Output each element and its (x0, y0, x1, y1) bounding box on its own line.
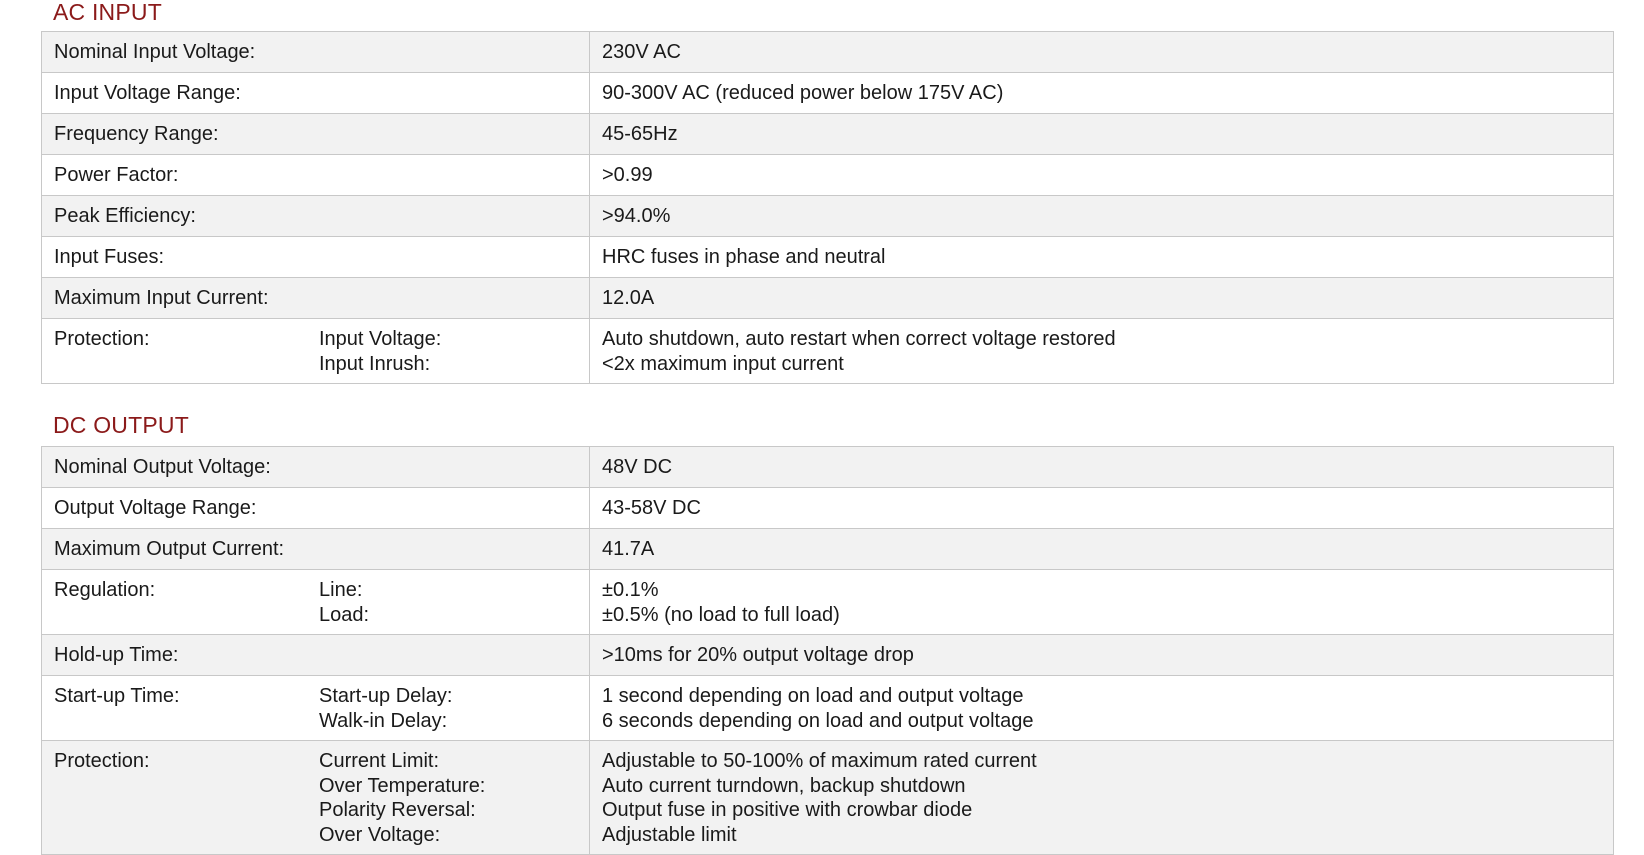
table-row (42, 73, 1614, 114)
spec-label: Peak Efficiency: (54, 205, 196, 227)
spec-value: 90-300V AC (reduced power below 175V AC) (602, 82, 1004, 104)
spec-sublabel: Walk-in Delay: (319, 709, 448, 732)
table-row-protection (42, 741, 1614, 855)
spec-value: 48V DC (602, 456, 673, 478)
table-row-protection (42, 319, 1614, 384)
spec-value: HRC fuses in phase and neutral (602, 246, 886, 268)
table-row (42, 155, 1614, 196)
spec-value: Adjustable to 50-100% of maximum rated current (602, 750, 1037, 772)
table-row-regulation (42, 570, 1614, 635)
ac-input-table (41, 31, 1614, 384)
spec-value: Output fuse in positive with crowbar diode (602, 799, 973, 821)
spec-label: Protection: (54, 750, 150, 772)
spec-sublabel: Line: (319, 579, 363, 601)
table-row (42, 32, 1614, 73)
spec-label: Frequency Range: (54, 123, 219, 145)
spec-value: 45-65Hz (602, 123, 678, 145)
spec-value: Auto current turndown, backup shutdown (602, 774, 966, 797)
spec-label: Nominal Output Voltage: (54, 456, 271, 478)
spec-label: Maximum Output Current: (54, 538, 285, 560)
spec-value: >94.0% (602, 205, 671, 227)
spec-value: >0.99 (602, 164, 653, 186)
spec-label: Start-up Time: (54, 685, 180, 707)
spec-sublabel: Start-up Delay: (319, 685, 453, 707)
spec-label: Nominal Input Voltage: (54, 41, 256, 63)
dc-output-table (41, 446, 1614, 855)
table-row (42, 635, 1614, 676)
table-row (42, 237, 1614, 278)
ac-input-heading: AC INPUT (53, 0, 162, 25)
spec-value: Adjustable limit (602, 823, 737, 846)
spec-value: >10ms for 20% output voltage drop (602, 644, 914, 666)
spec-label: Output Voltage Range: (54, 497, 257, 519)
spec-value: 1 second depending on load and output voltage (602, 685, 1024, 707)
spec-sublabels (319, 676, 452, 740)
spec-value: ±0.1% (602, 579, 659, 601)
spec-label: Hold-up Time: (54, 644, 179, 666)
spec-label: Input Fuses: (54, 246, 165, 268)
spec-sublabel: Polarity Reversal: (319, 799, 476, 821)
spec-values (590, 676, 1613, 740)
spec-sublabel: Over Voltage: (319, 823, 441, 846)
table-row-startup (42, 676, 1614, 741)
spec-value: 12.0A (602, 287, 655, 309)
spec-label: Input Voltage Range: (54, 82, 241, 104)
spec-value: 230V AC (602, 41, 681, 63)
spec-sublabel: Input Inrush: (319, 352, 431, 375)
spec-sublabels (319, 319, 441, 383)
spec-values (590, 319, 1613, 383)
spec-label: Regulation: (54, 579, 156, 601)
spec-value: <2x maximum input current (602, 352, 844, 375)
spec-sublabels (319, 741, 485, 854)
table-row (42, 114, 1614, 155)
spec-values (590, 570, 1613, 634)
table-row (42, 278, 1614, 319)
spec-sublabels (319, 570, 369, 634)
table-row (42, 488, 1614, 529)
spec-sublabel: Input Voltage: (319, 328, 442, 350)
spec-sublabel: Load: (319, 603, 370, 626)
table-row (42, 447, 1614, 488)
dc-output-heading: DC OUTPUT (53, 412, 189, 438)
table-row (42, 196, 1614, 237)
spec-label: Maximum Input Current: (54, 287, 269, 309)
spec-label: Protection: (54, 328, 150, 350)
spec-value: 41.7A (602, 538, 655, 560)
spec-value: 43-58V DC (602, 497, 701, 519)
table-row (42, 529, 1614, 570)
spec-values (590, 741, 1613, 854)
spec-sublabel: Over Temperature: (319, 774, 486, 797)
spec-label: Power Factor: (54, 164, 179, 186)
spec-value: 6 seconds depending on load and output voltage (602, 709, 1034, 732)
spec-value: Auto shutdown, auto restart when correct voltage restored (602, 328, 1116, 350)
spec-sublabel: Current Limit: (319, 750, 440, 772)
spec-value: ±0.5% (no load to full load) (602, 603, 840, 626)
